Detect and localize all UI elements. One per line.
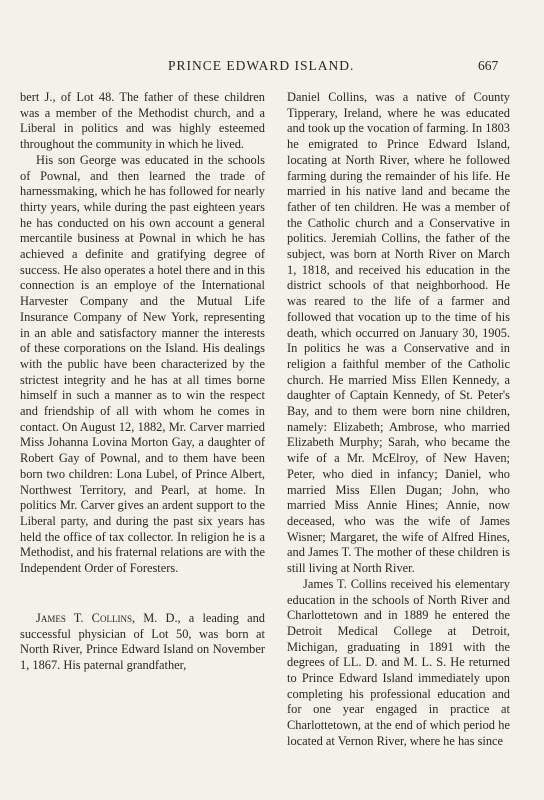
left-paragraph-1: bert J., of Lot 48. The father of these children was a member of the Methodist church, and a Liberal in politics and was highly esteemed throughout the community in which he lived. (20, 90, 265, 152)
subject-name: James T. Collins, M. D., (36, 610, 181, 625)
page-header (0, 58, 544, 78)
running-head: PRINCE EDWARD ISLAND. (168, 58, 355, 73)
right-paragraph-2: James T. Collins received his elementary education in the schools of North River and Charlottetown and in 1889 he entered the Detroit Medical College at Detroit, Michigan, graduating in 1891 with the degrees of LL. D. and M. L. S. He returned to Prince Edward Island immediately upon completing his professional education and for one year engaged in practice at Charlottetown, at the end of which period he located at Vernon River, where he has since (287, 576, 510, 748)
left-column (20, 90, 265, 674)
page-number: 667 (478, 58, 499, 73)
right-paragraph-1: Daniel Collins, was a native of County Tipperary, Ireland, where he was educated and took up the vocation of farming. In 1803 he emigrated to Prince Edward Island, locating at North River, where he followed farming during the remainder of his life. He married in his native land and became the father of ten children. He was a member of the Catholic church and a Conservative in politics. Jeremiah Collins, the father of the subject, was born at North River on March 1, 1818, and received his education in the district schools of that neighborhood. He was reared to the life of a farmer and followed that vocation up to the time of his death, which occurred on January 30, 1905. In politics he was a Conservative and in religion a faithful member of the Catholic church. He married Miss Ellen Kennedy, a daughter of Captain Kennedy, of St. Peter's Bay, and to them were born nine children, namely: Elizabeth; Ambrose, who married Elizabeth Murphy; Sarah, who became the wife of a Mr. McElroy, of New Haven; Peter, who died in infancy; Daniel, who married Miss Ellen Dugan; John, who married Miss Annie Hines; Annie, now deceased, who was the wife of James Wisner; Margaret, the wife of Alfred Hines, and James T. The mother of these children is still living at North River. (287, 90, 510, 576)
left-paragraph-3 (20, 611, 265, 674)
right-column (287, 90, 510, 750)
left-paragraph-2: His son George was educated in the schools of Pownal, and then learned the trade of harnessmaking, which he has followed for nearly thirty years, while during the past eighteen years he has conducted on his own account a general mercantile business at Pownal in which he has achieved a definite and gratifying degree of success. He also operates a hotel there and in this connection is an employe of the International Harvester Company and the Mutual Life Insurance Company of New York, representing in an able and satisfactory manner the interests of these corporations on the Island. His dealings with the public have been characterized by the strictest integrity and he has at all times borne himself in such a manner as to win the respect and friendship of all with whom he comes in contact. On August 12, 1882, Mr. Carver married Miss Johanna Lovina Morton Gay, a daughter of Robert Gay of Pownal, and to them have been born two children: Lona Lubel, of Prince Albert, Northwest Territory, and Pearl, at home. In politics Mr. Carver gives an ardent support to the Liberal party, and during the past six years has held the office of tax collector. In religion he is a Methodist, and his fraternal relations are with the Independent Order of Foresters. (20, 152, 265, 576)
left-paragraph-3-text: a leading and successful physician of Lot 50, was born at North River, Prince Edward Island on November 1, 1867. His paternal grandfather, (20, 610, 266, 672)
